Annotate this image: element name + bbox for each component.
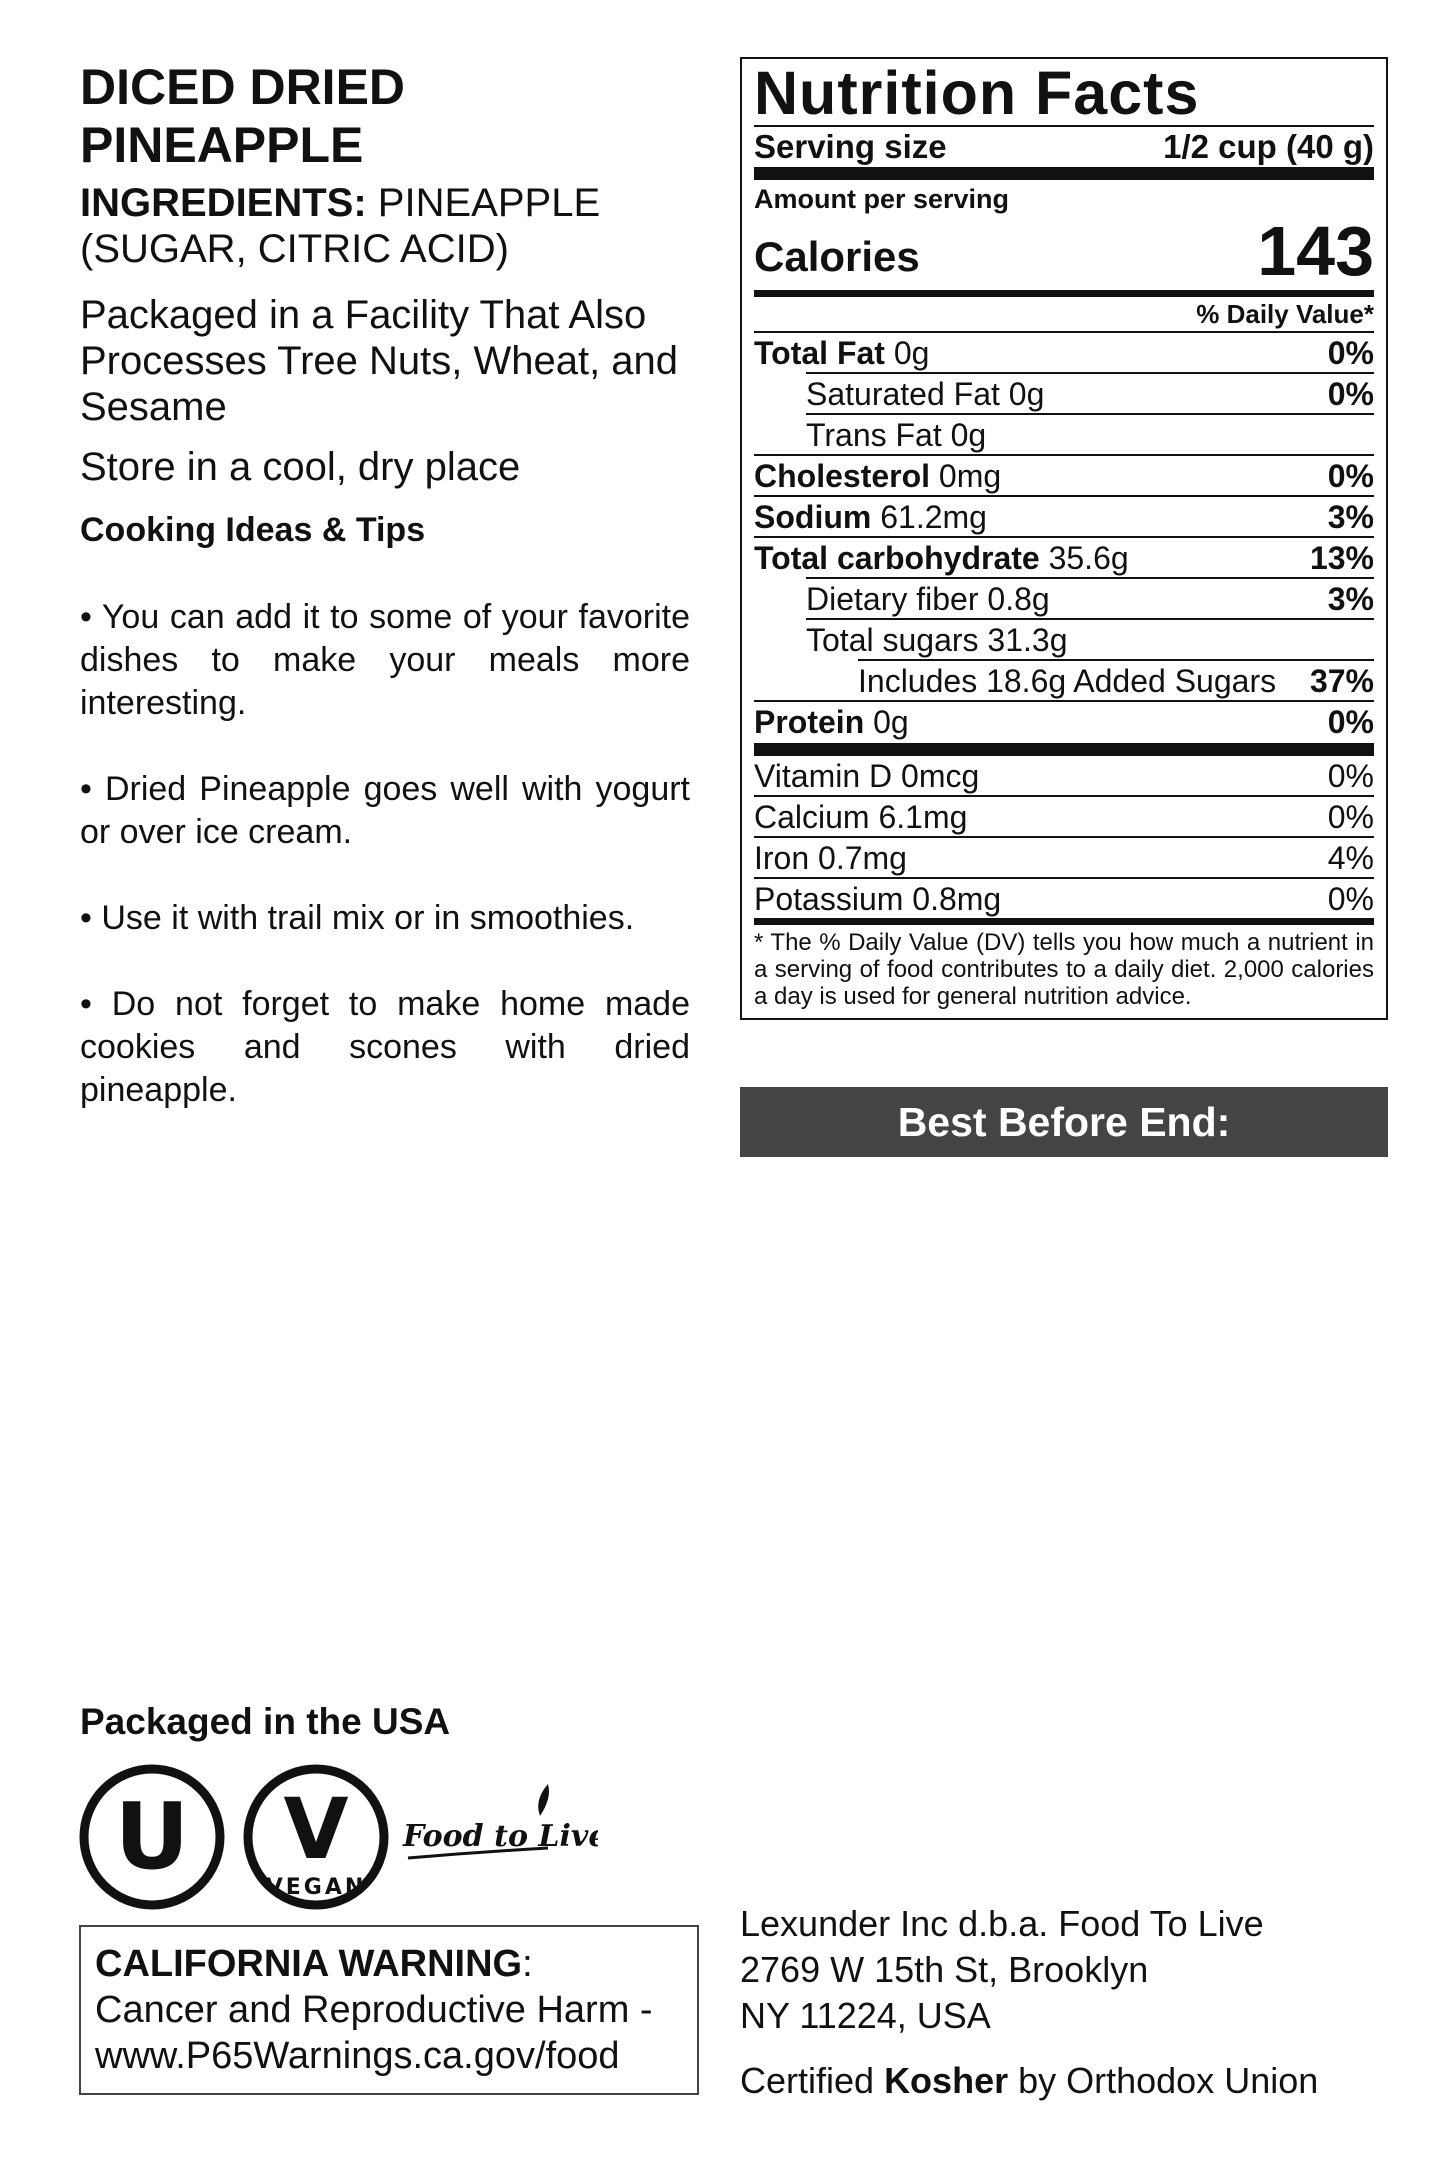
nutrient-row-dietary-fiber [806, 577, 1374, 618]
nutrient-row-trans-fat [806, 413, 1374, 454]
warning-colon: : [522, 1943, 533, 1985]
serving-size-row [754, 127, 1374, 167]
vitamin-row-d [754, 756, 1374, 795]
vitamin-dv: 0% [1327, 798, 1374, 835]
logos-svg [78, 1762, 598, 1912]
nutrient-amount: 0g [884, 334, 930, 371]
nutrient-name: Trans Fat 0g [806, 416, 987, 453]
ingredients-text: PINEAPPLE (SUGAR, CITRIC ACID) [80, 181, 601, 271]
kosher-prefix: Certified [740, 2060, 885, 2101]
serving-size-label: Serving size [754, 128, 947, 165]
company-address [740, 1901, 1264, 2039]
nutrient-dv: 0% [1327, 703, 1374, 740]
company-city: NY 11224, USA [740, 1995, 991, 2036]
nutrient-dv: 0% [1327, 334, 1374, 371]
nutrient-row-sodium [754, 495, 1374, 536]
leaf-icon [538, 1784, 549, 1816]
storage-instructions: Store in a cool, dry place [80, 445, 521, 489]
product-info [80, 58, 690, 1155]
tip-item: • Use it with trail mix or in smoothies. [80, 899, 635, 937]
nutrient-name: Saturated Fat 0g [806, 375, 1045, 412]
daily-value-header: % Daily Value* [1196, 299, 1374, 329]
nutrition-facts-panel [740, 57, 1388, 1020]
nutrient-amount: 0mg [930, 457, 1002, 494]
nutrient-name: Includes 18.6g Added Sugars [858, 662, 1277, 699]
nutrient-name: Dietary fiber 0.8g [806, 580, 1050, 617]
warning-line1: Cancer and Reproductive Harm - [95, 1989, 653, 2031]
ingredients-label: INGREDIENTS: [80, 181, 367, 225]
nutrient-row-added-sugars [858, 659, 1374, 700]
nutrient-dv: 3% [1327, 498, 1374, 535]
kosher-certification [740, 2058, 1318, 2104]
warning-link[interactable]: www.P65Warnings.ca.gov/food [95, 2035, 620, 2077]
allergen-statement: Packaged in a Facility That Also Processes Tree Nuts, Wheat, and Sesame [80, 293, 679, 429]
company-street: 2769 W 15th St, Brooklyn [740, 1949, 1149, 1990]
vitamin-row-calcium [754, 795, 1374, 836]
food-to-live-logo [402, 1784, 598, 1858]
tips-list [80, 596, 690, 1112]
nutrient-dv: 13% [1309, 539, 1374, 576]
tip-item: • You can add it to some of your favorite dishes to make your meals more interesting. [80, 598, 690, 722]
tip-item: • Dried Pineapple goes well with yogurt or over ice cream. [80, 770, 690, 851]
product-title-line1: DICED DRIED [80, 59, 406, 115]
nutrition-facts-title: Nutrition Facts [754, 59, 1200, 127]
tip-item: • Do not forget to make home made cookies and scones with dried pineapple. [80, 985, 690, 1109]
vegan-word: VEGAN [265, 1875, 367, 1900]
nutrient-row-cholesterol [754, 454, 1374, 495]
ou-letter: U [114, 1783, 190, 1890]
warning-title: CALIFORNIA WARNING [95, 1943, 523, 1985]
vitamin-name: Calcium 6.1mg [754, 798, 968, 835]
best-before-banner: Best Before End: [740, 1087, 1388, 1157]
calories-row [754, 212, 1374, 290]
nutrient-amount: 35.6g [1039, 539, 1129, 576]
nutrient-row-total-sugars [806, 618, 1374, 659]
nutrient-name: Sodium [754, 498, 872, 535]
brand-wordmark: Food to Live [403, 1819, 598, 1854]
vegan-letter: V [283, 1780, 349, 1878]
vitamin-name: Vitamin D 0mcg [754, 757, 980, 794]
certification-logos [78, 1762, 598, 1912]
nutrient-row-total-fat [754, 331, 1374, 372]
serving-size-value: 1/2 cup (40 g) [1163, 128, 1374, 165]
nutrient-row-protein [754, 700, 1374, 741]
nutrient-row-total-carbohydrate [754, 536, 1374, 577]
product-title [80, 58, 690, 174]
product-title-line2: PINEAPPLE [80, 117, 364, 173]
nutrient-dv: 3% [1327, 580, 1374, 617]
daily-value-footnote: * The % Daily Value (DV) tells you how much a nutrient in a serving of food contributes to a daily diet. 2,000 calories a day is used for general nutrition advice. [754, 929, 1374, 1010]
nutrient-dv: 37% [1309, 662, 1374, 699]
vitamin-dv: 0% [1327, 757, 1374, 794]
packaged-in-usa: Packaged in the USA [80, 1701, 451, 1742]
company-name: Lexunder Inc d.b.a. Food To Live [740, 1903, 1264, 1944]
vitamin-name: Iron 0.7mg [754, 839, 907, 876]
california-warning-box [79, 1925, 699, 2095]
nutrient-dv: 0% [1327, 457, 1374, 494]
ingredients [80, 180, 690, 272]
vitamin-row-iron [754, 836, 1374, 877]
nutrient-name: Total Fat [754, 334, 885, 371]
vitamin-name: Potassium 0.8mg [754, 880, 1002, 917]
vitamin-dv: 0% [1327, 880, 1374, 917]
vegan-icon [248, 1769, 384, 1905]
kosher-suffix: by Orthodox Union [1008, 2060, 1319, 2101]
nutrient-name: Protein [754, 703, 865, 740]
kosher-bold: Kosher [884, 2060, 1009, 2101]
nutrient-row-saturated-fat [806, 372, 1374, 413]
amount-per-serving: Amount per serving [754, 184, 1010, 214]
tips-heading: Cooking Ideas & Tips [80, 511, 426, 549]
calories-label: Calories [754, 233, 920, 280]
nutrient-amount: 0g [864, 703, 909, 740]
nutrient-name: Total sugars 31.3g [806, 621, 1068, 658]
nutrient-name: Cholesterol [754, 457, 931, 494]
calories-value: 143 [1257, 212, 1374, 290]
nutrient-dv: 0% [1327, 375, 1374, 412]
vitamin-row-potassium [754, 877, 1374, 918]
ou-kosher-icon [84, 1769, 220, 1905]
nutrient-amount: 61.2mg [871, 498, 987, 535]
nutrient-name: Total carbohydrate [754, 539, 1040, 576]
vitamin-dv: 4% [1327, 839, 1374, 876]
